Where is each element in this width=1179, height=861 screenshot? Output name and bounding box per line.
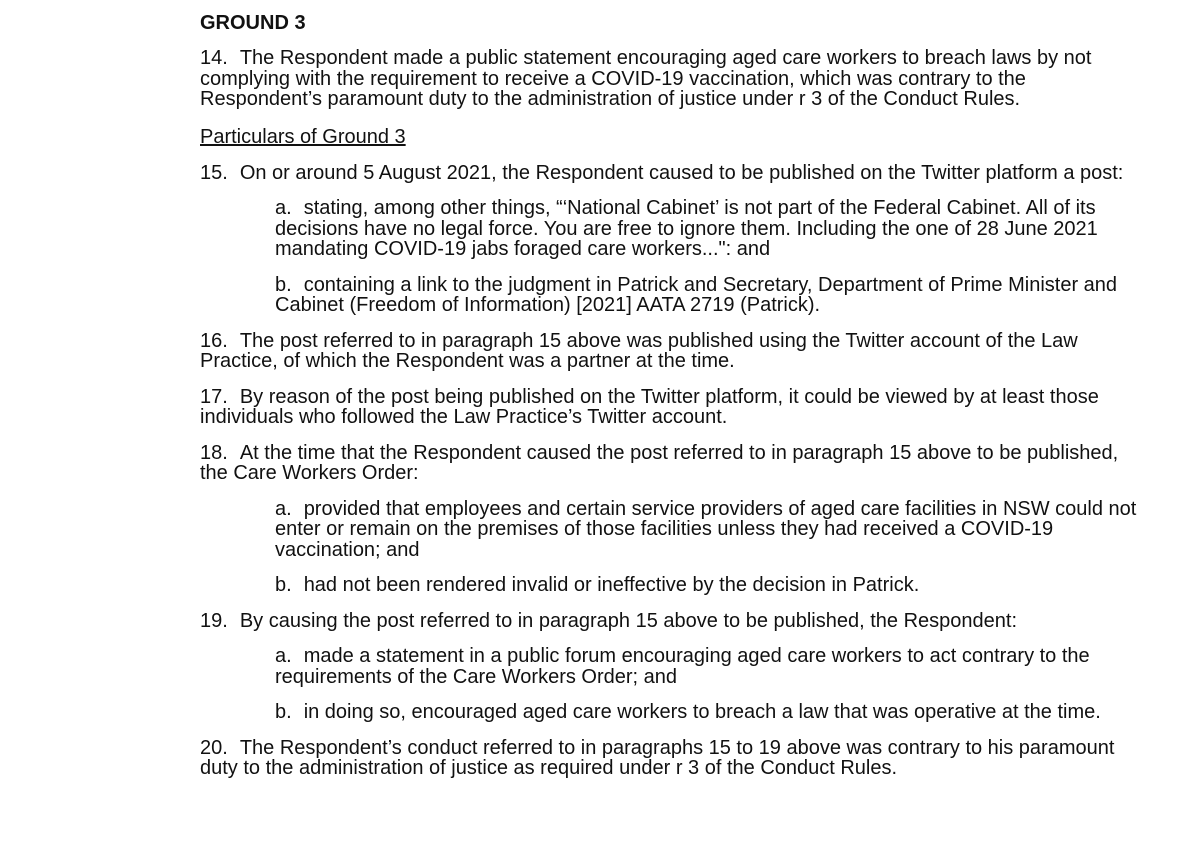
paragraph-text: By causing the post referred to in paragraph 15 above to be published, the Respondent:: [239, 609, 1018, 632]
subparagraph-letter: b.: [275, 701, 292, 723]
paragraph-number: 15.: [200, 161, 228, 184]
paragraph-15: [200, 163, 1140, 184]
paragraph-text: At the time that the Respondent caused the post referred to in paragraph 15 above to be published, the Care Workers Order:: [200, 441, 1119, 484]
subparagraph-letter: a.: [275, 197, 292, 219]
subparagraph-letter: a.: [275, 497, 292, 520]
subparagraph-15a: [275, 198, 1140, 260]
subparagraph-text: had not been rendered invalid or ineffective by the decision in Patrick.: [303, 574, 920, 596]
subparagraph-text: in doing so, encouraged aged care workers to breach a law that was operative at the time.: [303, 701, 1101, 723]
subparagraph-text: containing a link to the judgment in Patrick and Secretary, Department of Prime Minister and Cabinet (Freedom of Information) [2021] AATA 2719 (Patrick).: [275, 273, 1118, 316]
subparagraph-18a: [275, 499, 1140, 561]
subparagraph-text: made a statement in a public forum encouraging aged care workers to act contrary to the requirements of the Care Workers Order; and: [275, 645, 1090, 688]
particulars-heading: Particulars of Ground 3: [200, 125, 406, 148]
subparagraph-letter: a.: [275, 645, 292, 667]
paragraph-number: 18.: [200, 441, 228, 464]
paragraph-number: 20.: [200, 736, 228, 759]
paragraph-text: The Respondent’s conduct referred to in paragraphs 15 to 19 above was contrary to his paramount duty to the administration of justice as required under r 3 of the Conduct Rules.: [200, 736, 1115, 779]
subparagraph-letter: b.: [275, 273, 292, 296]
paragraph-text: On or around 5 August 2021, the Respondent caused to be published on the Twitter platform a post:: [239, 161, 1124, 184]
subparagraph-18b: [275, 575, 1140, 596]
paragraph-16: [200, 331, 1140, 372]
subparagraph-text: provided that employees and certain service providers of aged care facilities in NSW could not enter or remain on the premises of those facilities unless they had received a COVID-19 vaccination; and: [275, 497, 1137, 561]
paragraph-number: 17.: [200, 385, 228, 408]
paragraph-17: [200, 387, 1140, 428]
document-body: [200, 10, 1140, 794]
subparagraph-15b: [275, 275, 1140, 316]
subparagraph-text: stating, among other things, “‘National Cabinet’ is not part of the Federal Cabinet. All of its decisions have no legal force. You are free to ignore them. Including the one of 28 June 2021 mandating COVID-19 jabs foraged care workers...": and: [275, 197, 1098, 260]
paragraph-number: 16.: [200, 329, 228, 352]
paragraph-number: 19.: [200, 609, 228, 632]
paragraph-number: 14.: [200, 47, 228, 69]
paragraph-text: The Respondent made a public statement encouraging aged care workers to breach laws by not complying with the requirement to receive a COVID-19 vaccination, which was contrary to the Respondent’s paramount duty to the administration of justice under r 3 of the Conduct Rules.: [200, 47, 1092, 110]
paragraph-20: [200, 738, 1140, 779]
subparagraph-letter: b.: [275, 574, 292, 596]
paragraph-18: [200, 443, 1140, 484]
paragraph-text: By reason of the post being published on the Twitter platform, it could be viewed by at least those individuals who followed the Law Practice’s Twitter account.: [200, 385, 1099, 428]
subparagraph-19b: [275, 702, 1140, 723]
ground-heading: GROUND 3: [200, 12, 306, 34]
paragraph-text: The post referred to in paragraph 15 above was published using the Twitter account of the Law Practice, of which the Respondent was a partner at the time.: [200, 329, 1078, 372]
paragraph-14: [200, 48, 1140, 110]
subparagraph-19a: [275, 646, 1140, 687]
paragraph-19: [200, 611, 1140, 632]
